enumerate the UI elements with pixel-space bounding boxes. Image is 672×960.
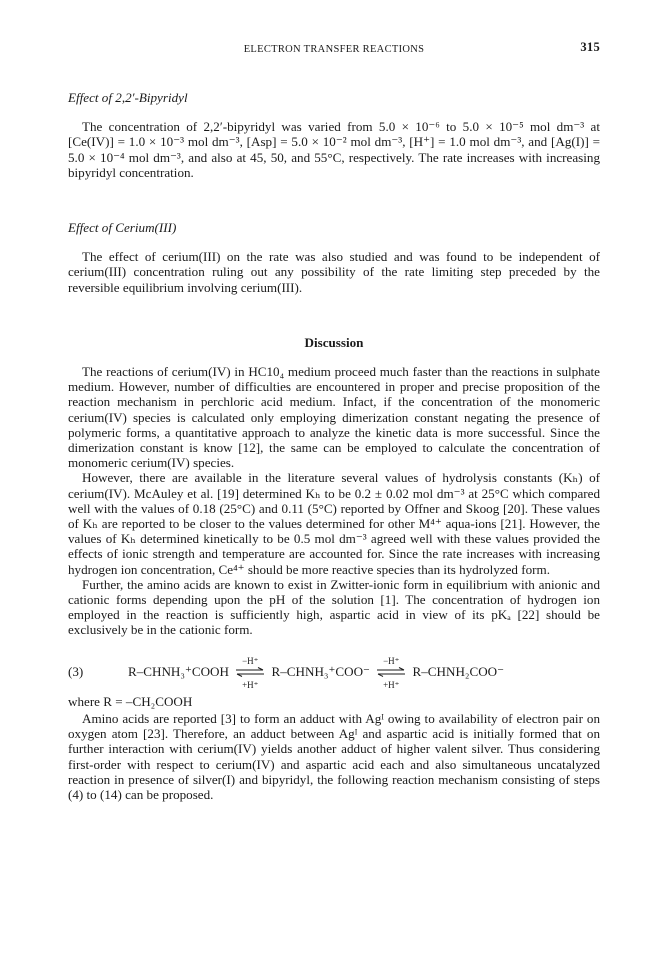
paragraph-discussion-3: Further, the amino acids are known to exist in Zwitter-ionic form in equilibrium with anionic and cationic forms depending upon the pH of the solution [1]. The concentration of hydrogen ion employed in the reaction is sufficiently high, aspartic acid in view of its pKₐ [22] should be exclusively be in the cationic form. bbox=[68, 576, 600, 638]
arrow-label-bottom: +H⁺ bbox=[242, 679, 259, 690]
equation-species-1: R–CHNH₃⁺COOH bbox=[128, 663, 229, 679]
paragraph-discussion-2: However, there are available in the literature several values of hydrolysis constants (Kₕ) of cerium(IV). McAuley et al. [19] determined Kₕ to be 0.2 ± 0.02 mol dm⁻³ at 25°C which compared well with the values of 0.18 (25°C) and 0.11 (5°C) reported by Offner and Skoog [20]. These values of Kₕ are reported to be closer to the values determined for other M⁴⁺ aqua-ions [21]. However, the values of Kₕ determined kinetically to be 0.5 mol dm⁻³ agreed well with these values provided the effects of ionic strength and temperature are accounted for. Since the rate increases with increasing hydrogen ion concentration, Ce⁴⁺ should be more reactive species than its hydrolyzed form. bbox=[68, 470, 600, 577]
page-number: 315 bbox=[580, 40, 600, 54]
equilibrium-arrow-icon bbox=[376, 655, 406, 690]
section-heading-cerium: Effect of Cerium(III) bbox=[68, 220, 177, 236]
running-header bbox=[68, 40, 600, 56]
arrow-label-bottom: +H⁺ bbox=[383, 679, 400, 690]
paragraph-discussion-1: The reactions of cerium(IV) in HC10₄ medium proceed much faster than the reactions in sulphate medium. However, number of difficulties are encountered in proper and precise proposition of the reaction mechanism in perchloric acid medium. Infact, if the concentration of the monomeric cerium(IV) species is calculated only employing dimerization constant negating the presence of polymeric forms, a quantitative approach to analyze the kinetic data is more successful. Since the dimerization constant is know [12], the same can be employed to calculate the concentration of monomeric cerium(IV) species. bbox=[68, 364, 600, 471]
paragraph-discussion-4: Amino acids are reported [3] to form an adduct with Agᴵ owing to availability of electron pair on oxygen atom [23]. Therefore, an adduct between Agᴵ and aspartic acid is initially formed that on further interaction with cerium(IV) yields another adduct of higher valent silver. Thus considering first-order with respect to cerium(IV) and aspartic acid each and also simultaneous uncatalyzed reaction in presence of silver(I) and bipyridyl, the following reaction mechanism consisting of steps (4) to (14) can be proposed. bbox=[68, 710, 600, 802]
equation-body bbox=[128, 655, 505, 690]
where-line: where R = –CH₂COOH bbox=[68, 693, 193, 709]
paragraph-cerium: The effect of cerium(III) on the rate was also studied and was found to be independent of cerium(III) concentration ruling out any possibility of the rate limiting step preceded by the reversible equilibrium involving cerium(III). bbox=[68, 249, 600, 295]
arrow-label-top: −H⁺ bbox=[383, 655, 400, 666]
section-heading-bipyridyl: Effect of 2,2′-Bipyridyl bbox=[68, 90, 188, 105]
running-title: ELECTRON TRANSFER REACTIONS bbox=[243, 44, 425, 55]
journal-page bbox=[68, 40, 600, 802]
equation-3 bbox=[68, 652, 600, 690]
equation-species-2: R–CHNH₃⁺COO⁻ bbox=[271, 663, 370, 679]
equation-species-3: R–CHNH₂COO⁻ bbox=[412, 663, 505, 679]
section-heading-discussion: Discussion bbox=[304, 334, 364, 350]
equilibrium-arrow-icon bbox=[235, 655, 265, 690]
paragraph-bipyridyl: The concentration of 2,2′-bipyridyl was varied from 5.0 × 10⁻⁶ to 5.0 × 10⁻⁵ mol dm⁻³ at [Ce(IV)] = 1.0 × 10⁻³ mol dm⁻³, [Asp] = 5.0 × 10⁻² mol dm⁻³, [H⁺] = 1.0 mol dm⁻³, and [Ag(I)] = 5.0 × 10⁻⁴ mol dm⁻³, and also at 45, 50, and 55°C, respectively. The rate increases with increasing bipyridyl concentration. bbox=[68, 119, 600, 180]
equation-number: (3) bbox=[68, 663, 84, 679]
arrow-label-top: −H⁺ bbox=[242, 655, 259, 666]
